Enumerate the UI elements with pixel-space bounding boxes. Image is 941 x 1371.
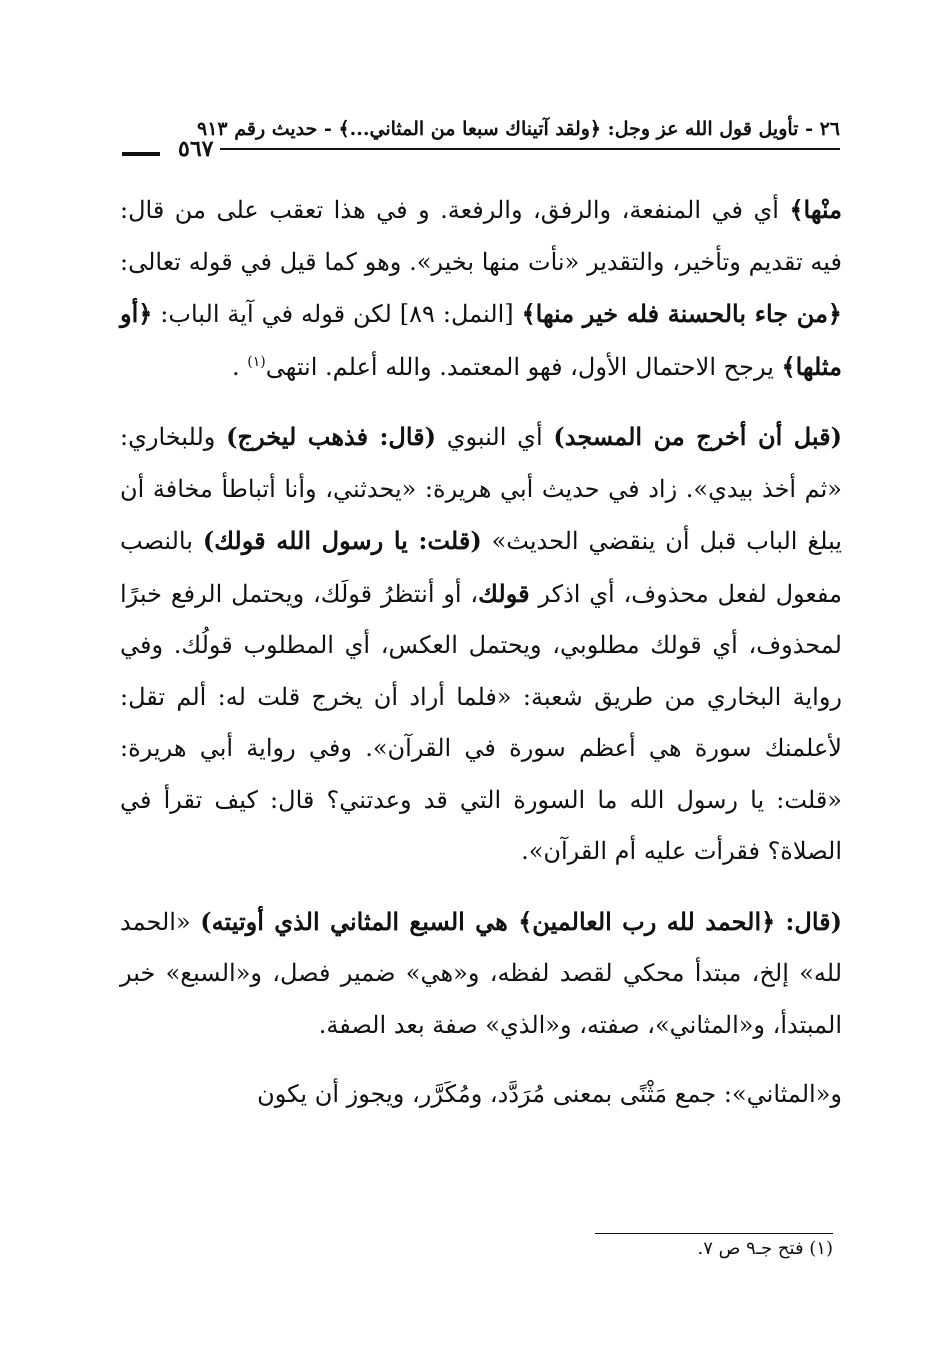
text-segment: [النمل: ٨٩] لكن قوله في آية الباب: xyxy=(152,300,522,328)
paragraph xyxy=(120,411,842,878)
footnote-rule xyxy=(595,1233,833,1234)
header-rule xyxy=(220,148,840,150)
running-header xyxy=(122,118,840,162)
page-number: ٥٦٧ xyxy=(178,136,214,162)
footnote-marker: (١) xyxy=(247,353,266,370)
paragraph xyxy=(120,896,842,1052)
text-segment: (قلت: يا رسول الله قولك) xyxy=(202,526,482,555)
text-segment: قولك xyxy=(478,578,530,608)
paragraph xyxy=(120,184,842,393)
text-segment: منْها﴾ xyxy=(789,195,842,224)
text-segment: . xyxy=(232,352,248,381)
text-segment: وللبخاري: «ثم أخذ بيدي». زاد في حديث أبي هريرة: «يحدثني، وأنا أتباطأ مخافة أن يبلغ الباب قبل أن ينقضي الحديث» xyxy=(120,423,842,555)
text-segment: ﴿أو مثلها﴾ xyxy=(120,299,842,381)
paragraph xyxy=(120,1069,842,1121)
text-segment: أي النبوي xyxy=(435,423,554,451)
text-segment: و«المثاني»: جمع مَثْنًى بمعنى مُرَدَّد، ومُكَرَّر، ويجوز أن يكون xyxy=(257,1080,842,1108)
header-title: ٢٦ - تأويل قول الله عز وجل: ﴿ولقد آتيناك سبعا من المثاني...﴾ - حديث رقم ٩١٣ xyxy=(196,118,840,140)
text-segment: أي في المنفعة، والرفق، والرفعة. و في هذا تعقب على من قال: فيه تقديم وتأخير، والتقدير «نأت منها بخير». وهو كما قيل في قوله تعالى: xyxy=(120,196,842,276)
text-segment: (قال: فذهب ليخرج) xyxy=(226,422,436,451)
main-text xyxy=(120,184,842,1121)
text-segment: ، أو أنتظرُ قولَك، ويحتمل الرفع خبرًا لمحذوف، أي قولك مطلوبي، ويحتمل العكس، أي المطلوب قولُك. وفي رواية البخاري من طريق شعبة: «فلما أراد أن يخرج قلت له: ألم تقل: لأعلمنك سورة هي أعظم سورة في القرآن». وفي رواية أبي هريرة: «قلت: يا رسول الله ما السورة التي قد وعدتني؟ قال: كيف تقرأ في الصلاة؟ فقرأت عليه أم القرآن». xyxy=(120,579,842,865)
text-segment: (قال: ﴿الحمد لله رب العالمين﴾ هي السبع المثاني الذي أوتيته) xyxy=(200,906,842,936)
text-segment: يرجح الاحتمال الأول، فهو المعتمد. والله أعلم. انتهى xyxy=(265,352,782,381)
text-segment: «الحمد لله» إلخ، مبتدأ محكي لقصد لفظه، و«هي» ضمير فصل، و«السبع» خبر المبتدأ، و«المثاني»، صفته، و«الذي» صفة بعد الصفة. xyxy=(120,907,843,1039)
text-segment: (قبل أن أخرج من المسجد) xyxy=(553,422,842,451)
footnote: (١) فتح جـ٩ ص ٧. xyxy=(697,1238,833,1259)
page-number-rule xyxy=(122,152,160,156)
text-segment: ﴿من جاء بالحسنة فله خير منها﴾ xyxy=(521,299,842,328)
text-segment: بالنصب مفعول لفعل محذوف، أي اذكر xyxy=(120,527,842,608)
